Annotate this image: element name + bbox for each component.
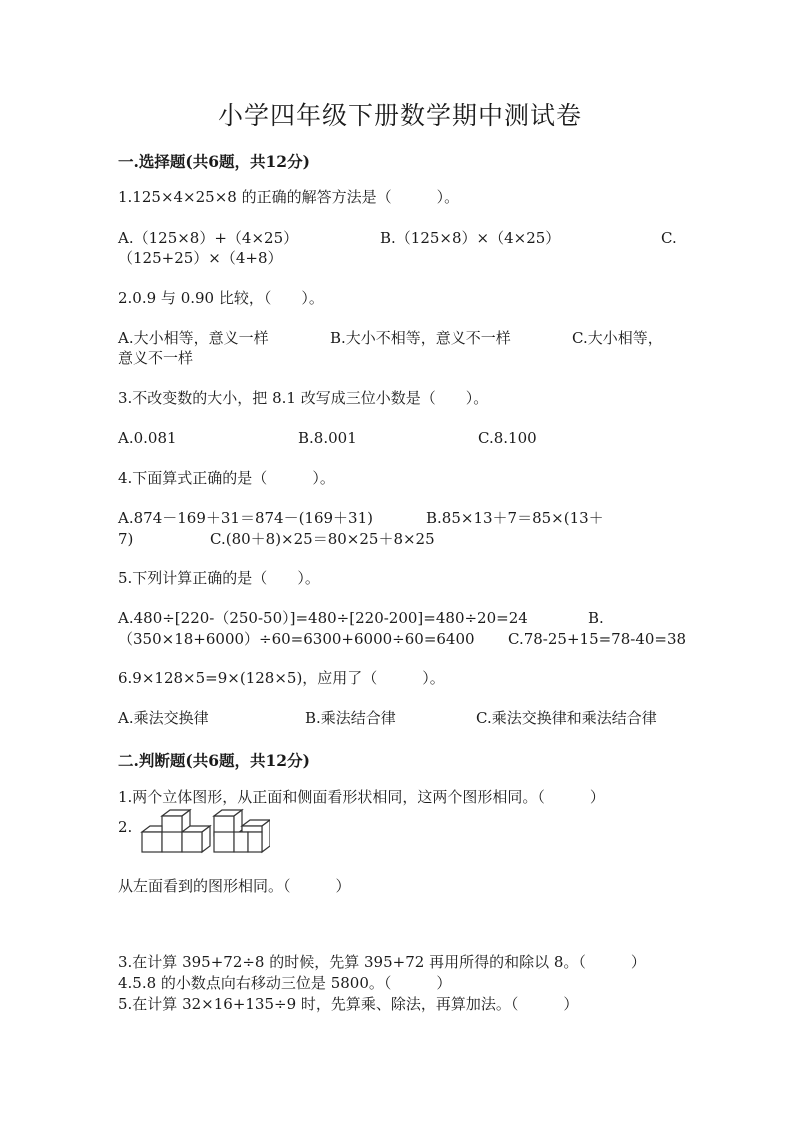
section-heading-choice: 一.选择题(共6题，共12分) — [118, 152, 310, 171]
question-2-option-c-cont: 意义不一样 — [118, 349, 194, 367]
question-6-option-b: B.乘法结合律 — [305, 709, 396, 727]
question-2-option-b: B.大小不相等，意义不一样 — [330, 329, 511, 347]
question-1-option-a: A.（125×8）+（4×25） — [118, 229, 299, 247]
cube-figures-illustration — [140, 808, 270, 854]
cube-figure-left — [142, 810, 210, 852]
question-2-option-a: A.大小相等，意义一样 — [118, 329, 269, 347]
question-3-option-c: C.8.100 — [478, 429, 537, 447]
judgement-2-stem: 从左面看到的图形相同。（ ） — [118, 877, 351, 895]
question-2-stem: 2.0.9 与 0.90 比较，（ ）。 — [118, 289, 324, 307]
question-6-stem: 6.9×128×5=9×(128×5)，应用了（ ）。 — [118, 669, 445, 687]
question-4-option-b: B.85×13＋7＝85×(13＋ — [426, 509, 604, 527]
question-5-option-b: （350×18+6000）÷60=6300+6000÷60=6400 — [118, 630, 475, 648]
question-5-option-c: C.78-25+15=78-40=38 — [508, 630, 687, 648]
question-1-option-b: B.（125×8）×（4×25） — [380, 229, 561, 247]
question-6-option-a: A.乘法交换律 — [118, 709, 209, 727]
question-5-option-b-label: B. — [588, 609, 604, 627]
question-5-stem: 5.下列计算正确的是（ ）。 — [118, 569, 320, 587]
question-1-option-c: （125+25）×（4+8） — [118, 249, 283, 267]
cube-figure-right — [214, 810, 270, 852]
section-heading-judgement: 二.判断题(共6题，共12分) — [118, 751, 310, 770]
question-3-option-b: B.8.001 — [298, 429, 357, 447]
question-5-option-a: A.480÷[220-（250-50）]=480÷[220-200]=480÷20=24 — [118, 609, 528, 627]
judgement-2-number: 2. — [118, 818, 133, 836]
question-3-option-a: A.0.081 — [118, 429, 177, 447]
question-4-stem: 4.下面算式正确的是（ ）。 — [118, 469, 335, 487]
question-1-option-c-label: C. — [661, 229, 677, 247]
question-6-option-c: C.乘法交换律和乘法结合律 — [476, 709, 657, 727]
question-4-option-a: A.874－169＋31＝874－(169＋31) — [118, 509, 374, 527]
judgement-5: 5.在计算 32×16+135÷9 时，先算乘、除法，再算加法。（ ） — [118, 995, 579, 1013]
question-3-stem: 3.不改变数的大小，把 8.1 改写成三位小数是（ ）。 — [118, 389, 489, 407]
question-2-option-c: C.大小相等， — [572, 329, 663, 347]
judgement-3: 3.在计算 395+72÷8 的时候，先算 395+72 再用所得的和除以 8。（ ） — [118, 953, 646, 971]
judgement-1: 1.两个立体图形，从正面和侧面看形状相同，这两个图形相同。（ ） — [118, 788, 605, 806]
question-4-option-b-cont: 7) — [118, 530, 134, 548]
judgement-4: 4.5.8 的小数点向右移动三位是 5800。（ ） — [118, 974, 452, 992]
question-4-option-c: C.(80＋8)×25＝80×25＋8×25 — [210, 530, 435, 548]
page-title: 小学四年级下册数学期中测试卷 — [217, 101, 582, 130]
question-1-stem: 1.125×4×25×8 的正确的解答方法是（ ）。 — [118, 188, 460, 206]
